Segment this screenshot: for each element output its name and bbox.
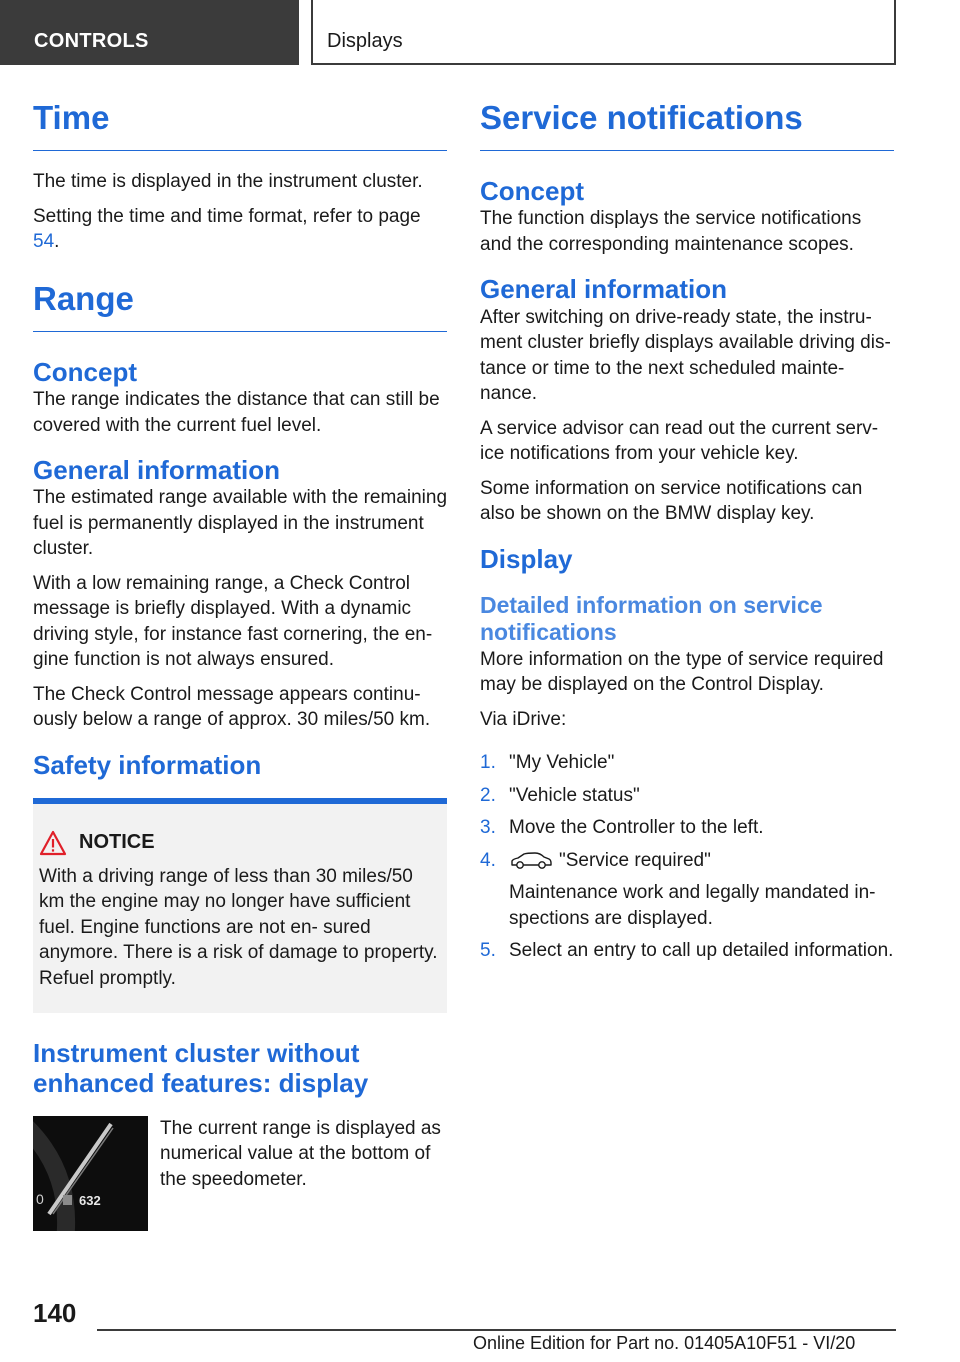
list-item [480, 848, 894, 932]
notice-header [39, 830, 441, 856]
safety-heading: Safety information [33, 749, 262, 780]
via-idrive-label: Via iDrive: [480, 708, 567, 730]
range-concept-paragraph: The range indicates the distance that can still be covered with the current fuel level. [33, 389, 440, 436]
service-concept-paragraph: The function displays the service notifications and the corresponding maintenance scopes. [480, 208, 862, 255]
range-general-paragraph-1: The estimated range available with the remaining fuel is permanently displayed in the instrument cluster. [33, 487, 448, 560]
car-icon [509, 851, 553, 871]
cluster-paragraph: The current range is displayed as numerical value at the bottom of the speedometer. [160, 1117, 441, 1190]
list-item [480, 750, 894, 776]
time-setting-end: . [54, 231, 60, 253]
display-heading: Display [480, 543, 573, 574]
footer-divider [97, 1329, 896, 1331]
range-general-heading: General information [33, 455, 281, 486]
detail-heading: Detailed information on service notifications [480, 591, 823, 646]
range-general-paragraph-2: With a low remaining range, a Check Control message is briefly displayed. With a dynamic driving style, for instance fast cornering, the en‐ gine function is not always ensured. [33, 572, 433, 671]
cluster-figure [33, 1116, 447, 1231]
service-general-paragraph-2: A service advisor can read out the current serv‐ ice notifications from your vehicle key. [480, 417, 879, 465]
list-item [480, 815, 894, 841]
section-tab [0, 0, 299, 65]
notice-label: NOTICE [79, 831, 155, 854]
notice-text: With a driving range of less than 30 miles/50 km the engine may no longer have sufficient fuel. Engine functions are not en‐ sured anymore. There is a risk of damage to property. Refuel promptly. [39, 865, 438, 989]
list-item [480, 783, 894, 809]
page-reference-link[interactable]: 54 [33, 231, 55, 253]
list-item [480, 938, 894, 964]
step-text: Select an entry to call up detailed information. [509, 940, 894, 962]
service-heading: Service notifications [480, 100, 894, 151]
gauge-zero-label: 0 [36, 1190, 44, 1207]
detail-paragraph: More information on the type of service required may be displayed on the Control Display. [480, 648, 884, 696]
range-general-paragraph-3: The Check Control message appears continu‐ ously below a range of approx. 30 miles/50 km. [33, 683, 431, 731]
step-text: Move the Controller to the left. [509, 817, 764, 839]
cluster-heading: Instrument cluster without enhanced features: display [33, 1038, 369, 1098]
time-paragraph: The time is displayed in the instrument cluster. [33, 171, 423, 193]
time-heading: Time [33, 100, 447, 151]
section-label: CONTROLS [34, 30, 149, 52]
edition-footer: Online Edition for Part no. 01405A10F51 - VI/20 [473, 1333, 856, 1353]
notice-box [33, 798, 447, 1014]
idrive-steps-list [480, 750, 894, 964]
step-number: 3. [480, 817, 496, 839]
time-setting-text: Setting the time and time format, refer to page [33, 205, 421, 227]
step-number: 1. [480, 752, 496, 774]
service-general-paragraph-1: After switching on drive-ready state, the instru‐ ment cluster briefly displays available driving dis‐ tance or time to the next scheduled mainte‐ nance. [480, 306, 891, 405]
page-number: 140 [33, 1298, 77, 1328]
step-number: 2. [480, 784, 496, 806]
chapter-label: Displays [327, 30, 403, 52]
right-column [480, 100, 894, 971]
warning-icon [39, 830, 67, 856]
step-text: "Service required" [559, 849, 711, 871]
step-number: 4. [480, 849, 496, 871]
speedometer-image [33, 1116, 148, 1231]
chapter-tab [311, 0, 896, 65]
step-subtext: Maintenance work and legally mandated in‐ spections are displayed. [509, 882, 876, 929]
left-column [33, 100, 447, 1231]
service-general-heading: General information [480, 274, 728, 305]
range-concept-heading: Concept [33, 357, 137, 388]
service-general-paragraph-3: Some information on service notifications can also be shown on the BMW display key. [480, 477, 863, 525]
fuel-pump-icon [63, 1195, 72, 1205]
range-value-label: 632 [79, 1192, 101, 1208]
step-text: "Vehicle status" [509, 784, 640, 806]
step-number: 5. [480, 940, 496, 962]
service-concept-heading: Concept [480, 176, 584, 207]
time-setting-paragraph [33, 204, 447, 255]
range-heading: Range [33, 281, 447, 332]
step-text: "My Vehicle" [509, 752, 615, 774]
